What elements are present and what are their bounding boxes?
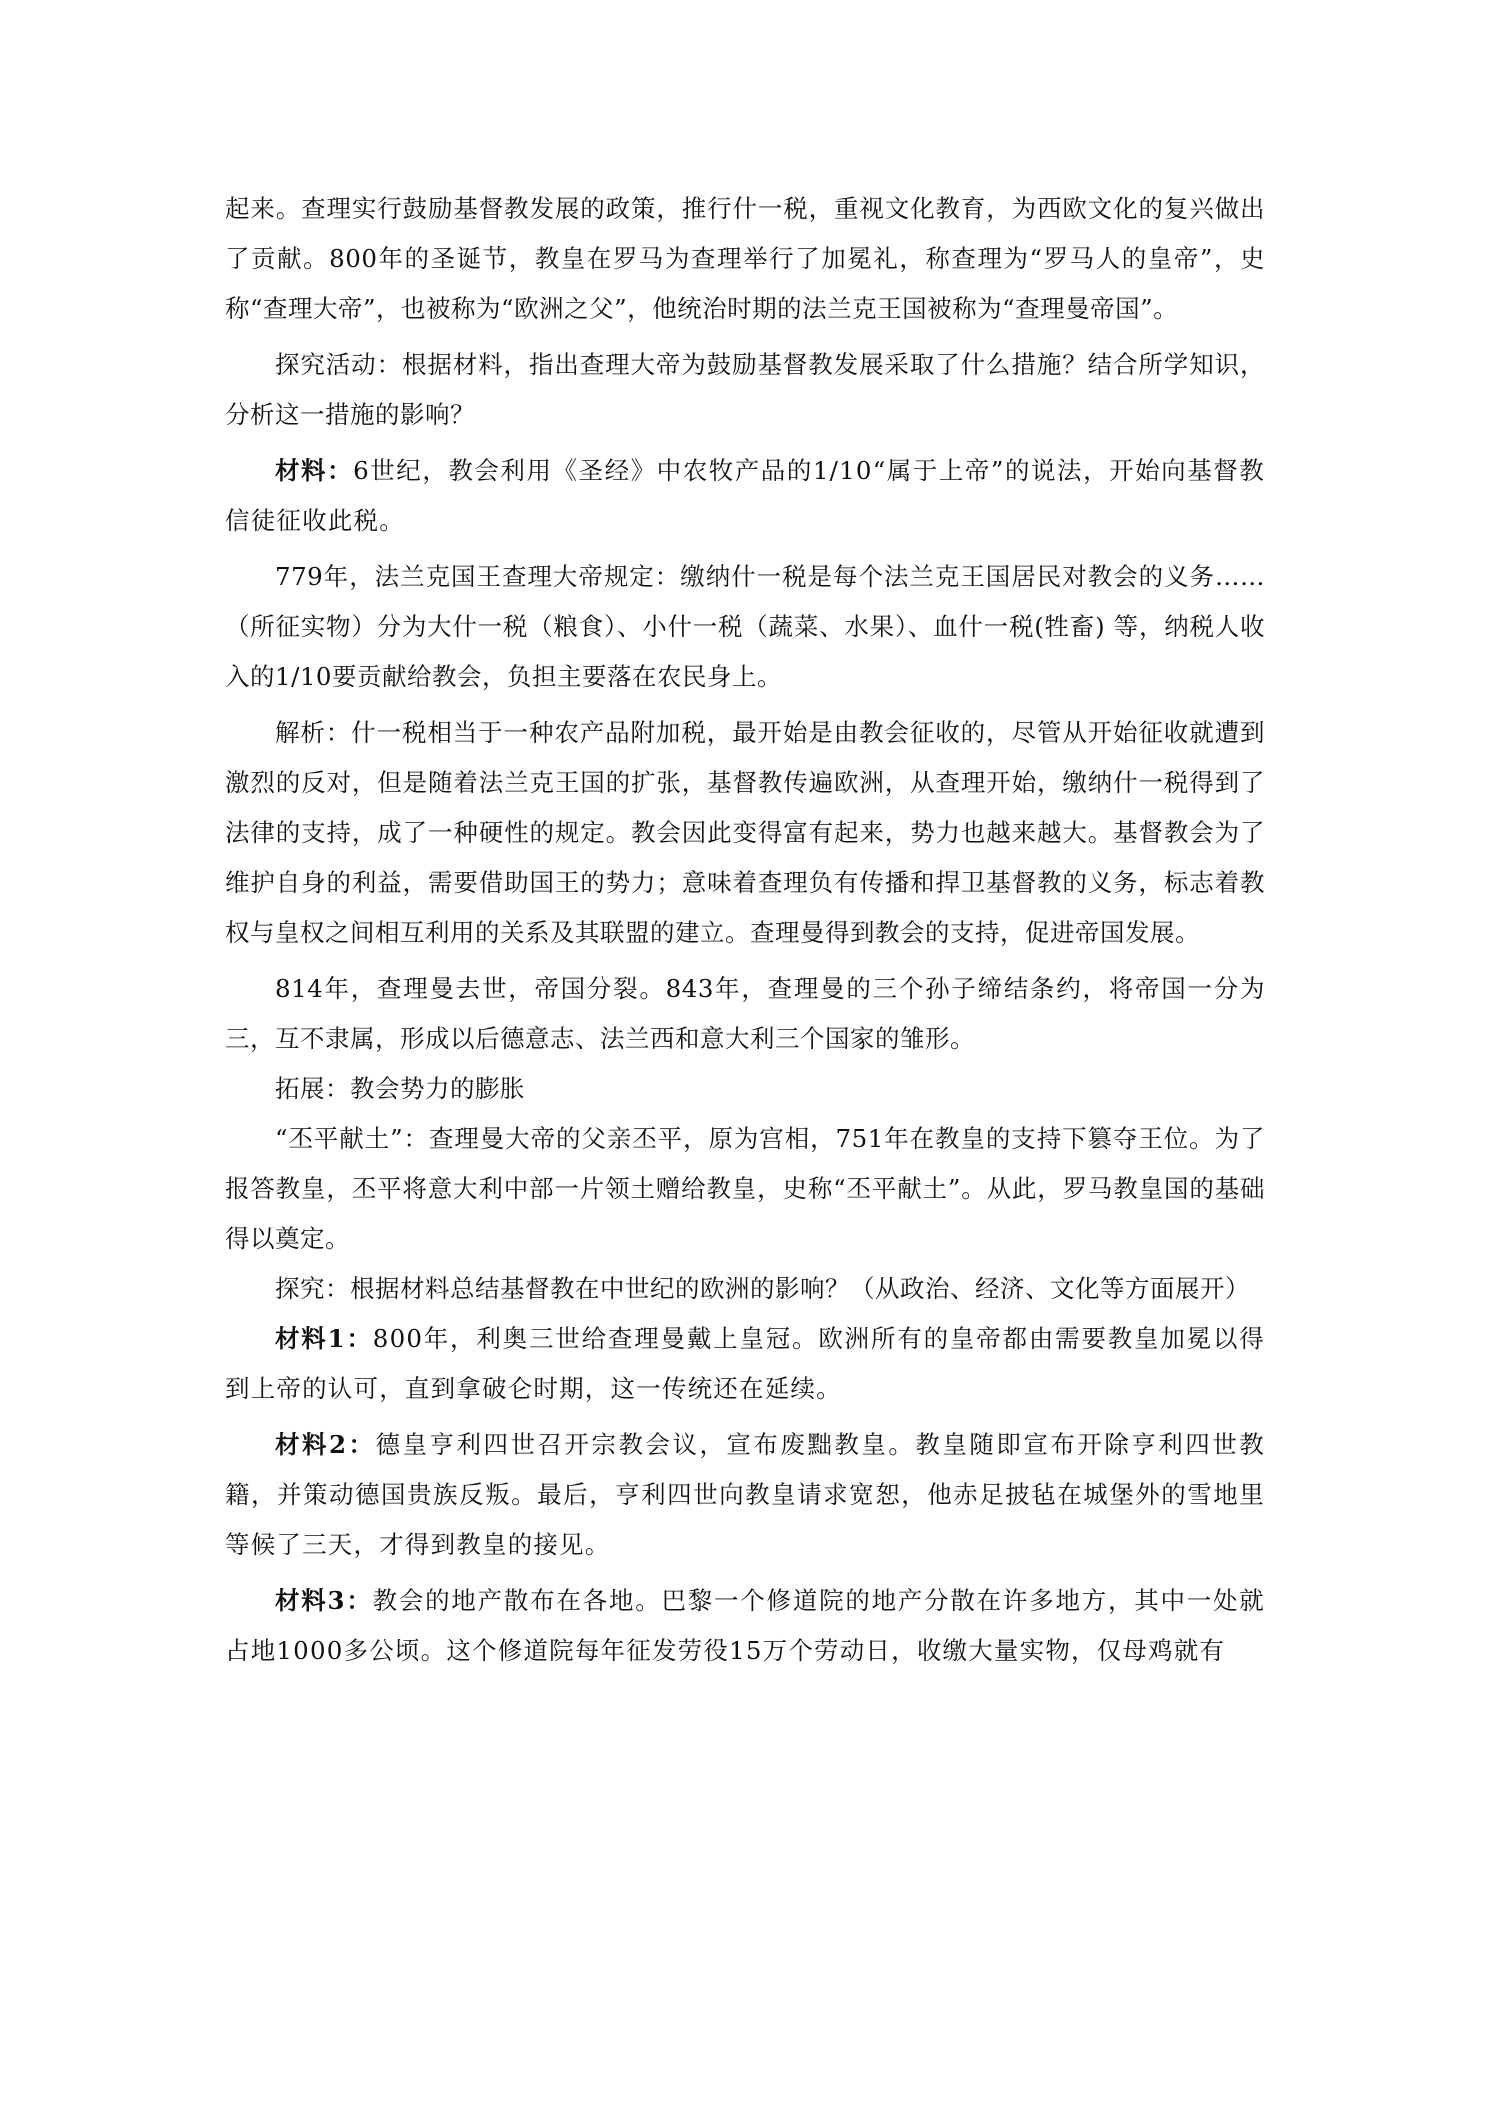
paragraph-text: 800年，利奥三世给查理曼戴上皇冠。欧洲所有的皇帝都由需要教皇加冕以得到上帝的认可，直到拿破仑时期，这一传统还在延续。 xyxy=(225,1324,1265,1403)
paragraph-text: 解析：什一税相当于一种农产品附加税，最开始是由教会征收的，尽管从开始征收就遭到激烈的反对，但是随着法兰克王国的扩张，基督教传遍欧洲，从查理开始，缴纳什一税得到了法律的支持，成了一种硬性的规定。教会因此变得富有起来，势力也越来越大。基督教会为了维护自身的利益，需要借助国王的势力；意味着查理负有传播和捍卫基督教的义务，标志着教权与皇权之间相互利用的关系及其联盟的建立。查理曼得到教会的支持，促进帝国发展。 xyxy=(225,718,1265,947)
paragraph-text: 779年，法兰克国王查理大帝规定：缴纳什一税是每个法兰克王国居民对教会的义务……（所征实物）分为大什一税（粮食）、小什一税（蔬菜、水果）、血什一税(牲畜) 等，纳税人收入的1/10要贡献给教会，负担主要落在农民身上。 xyxy=(225,562,1265,691)
paragraph-inquiry-influence xyxy=(225,1264,1265,1314)
document-body xyxy=(225,184,1265,1676)
paragraph-material-1 xyxy=(225,1314,1265,1414)
material-label: 材料1： xyxy=(275,1324,373,1353)
paragraph-material-tithe-origin xyxy=(225,446,1265,546)
paragraph-text: 拓展：教会势力的膨胀 xyxy=(275,1074,525,1103)
paragraph-empire-division xyxy=(225,964,1265,1064)
paragraph-779-decree xyxy=(225,552,1265,702)
paragraph-text: 起来。查理实行鼓励基督教发展的政策，推行什一税，重视文化教育，为西欧文化的复兴做出了贡献。800年的圣诞节，教皇在罗马为查理举行了加冕礼，称查理为“罗马人的皇帝”，史称“查理大帝”，也被称为“欧洲之父”，他统治时期的法兰克王国被称为“查理曼帝国”。 xyxy=(225,194,1265,323)
paragraph-text: 德皇亨利四世召开宗教会议，宣布废黜教皇。教皇随即宣布开除亨利四世教籍，并策动德国贵族反叛。最后，亨利四世向教皇请求宽恕，他赤足披毡在城堡外的雪地里等候了三天，才得到教皇的接见。 xyxy=(225,1430,1265,1559)
paragraph-donation-of-pepin xyxy=(225,1114,1265,1264)
paragraph-text: 814年，查理曼去世，帝国分裂。843年，查理曼的三个孙子缔结条约，将帝国一分为三，互不隶属，形成以后德意志、法兰西和意大利三个国家的雏形。 xyxy=(225,974,1265,1053)
paragraph-extension-heading xyxy=(225,1064,1265,1114)
paragraph-inquiry-activity xyxy=(225,340,1265,440)
material-label: 材料3： xyxy=(275,1586,373,1615)
paragraph-charlemagne-policy xyxy=(225,184,1265,334)
material-label: 材料： xyxy=(275,456,354,485)
paragraph-text: 教会的地产散布在各地。巴黎一个修道院的地产分散在许多地方，其中一处就占地1000多公顷。这个修道院每年征发劳役15万个劳动日，收缴大量实物，仅母鸡就有 xyxy=(225,1586,1265,1665)
paragraph-material-3 xyxy=(225,1576,1265,1676)
paragraph-text: “丕平献土”：查理曼大帝的父亲丕平，原为宫相，751年在教皇的支持下篡夺王位。为了报答教皇，丕平将意大利中部一片领土赠给教皇，史称“丕平献土”。从此，罗马教皇国的基础得以奠定。 xyxy=(225,1124,1265,1253)
paragraph-text: 探究：根据材料总结基督教在中世纪的欧洲的影响？（从政治、经济、文化等方面展开） xyxy=(275,1274,1250,1303)
paragraph-text: 6世纪，教会利用《圣经》中农牧产品的1/10“属于上帝”的说法，开始向基督教信徒征收此税。 xyxy=(225,456,1265,535)
paragraph-material-2 xyxy=(225,1420,1265,1570)
paragraph-analysis xyxy=(225,708,1265,958)
material-label: 材料2： xyxy=(275,1430,376,1459)
paragraph-text: 探究活动：根据材料，指出查理大帝为鼓励基督教发展采取了什么措施？结合所学知识，分析这一措施的影响？ xyxy=(225,350,1265,429)
